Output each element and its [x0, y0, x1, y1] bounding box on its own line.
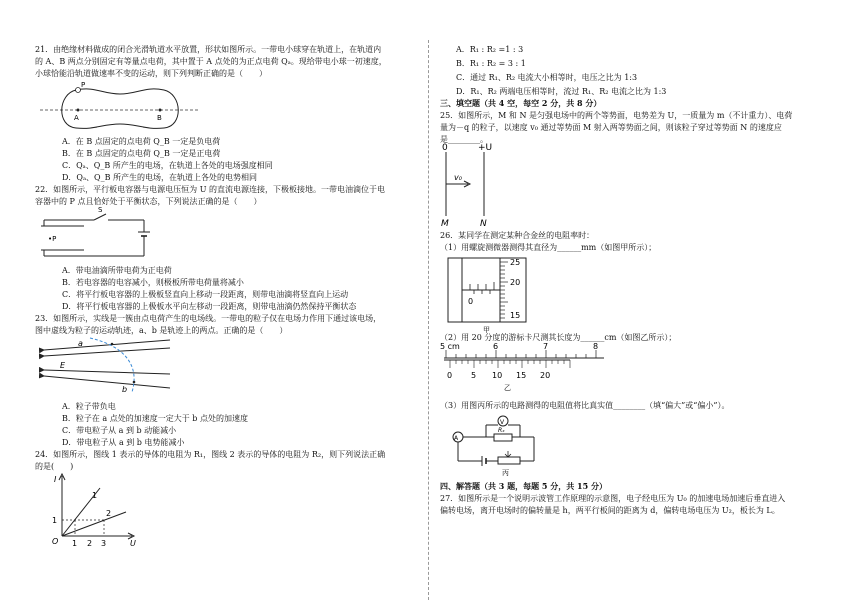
q26-yi-vern-15: 15	[516, 371, 527, 380]
q26-jia-caption: 甲	[483, 326, 490, 334]
q25-stem-line1: 25．如图所示，M 和 N 是匀强电场中的两个等势面，电势差为 U，一质量为 m（不计重力）、电荷	[440, 111, 793, 120]
q21-label-p: P	[81, 81, 86, 89]
q26-yi-main-7: 7	[543, 342, 549, 351]
q26-yi-caption: 乙	[504, 384, 511, 392]
q23-field-lines-figure	[40, 336, 190, 394]
q26-stem: 26．某同学在测定某种合金丝的电阻率时：	[440, 231, 595, 240]
q24-label-u: U	[130, 539, 136, 548]
q26-bing-circuit	[448, 411, 548, 477]
section-3-heading: 三、填空题（共 4 空，每空 2 分，共 8 分）	[440, 98, 602, 108]
q23-label-a: a	[78, 339, 83, 348]
q24-stem-line1: 24．如图所示，图线 1 表示的导体的电阻为 R₁，图线 2 表示的导体的电阻为 R₂，则下列说法正确	[35, 450, 386, 459]
q23-label-e: E	[60, 361, 66, 370]
q26-jia-tick-15: 15	[510, 311, 521, 320]
q21-stem-line2: 的 A、B 两点分别固定有等量点电荷，其中置于 A 点处的为正点电荷 Qₐ。现给带电小球一初速度，	[35, 57, 387, 66]
q24-tick-y1: 1	[52, 516, 58, 525]
q27-stem-line1: 27．如图所示是一个说明示波管工作原理的示意图，电子经电压为 U₀ 的加速电场加速后垂直进入	[440, 494, 786, 503]
q26-bing-rx-label: Rₓ	[498, 427, 505, 434]
q24-option-a: A．R₁ : R₂ =1 : 3	[456, 45, 524, 54]
q24-tick-x2: 2	[87, 539, 93, 548]
q26-micrometer-figure	[448, 254, 558, 334]
q25-label-plus-u: +U	[478, 143, 493, 153]
q25-label-v0: v₀	[454, 173, 462, 182]
q27-stem-line2: 偏转电场，离开电场时的偏转量是 h，两平行板间的距离为 d，偏转电场电压为 U₂，板长为 L。	[440, 506, 780, 515]
q26-vernier-caliper-figure	[440, 344, 610, 392]
q21-option-a: A．在 B 点固定的点电荷 Q_B 一定是负电荷	[62, 137, 221, 146]
q26-yi-main-8: 8	[593, 342, 599, 351]
q21-option-c: C．Qₐ、Q_B 所产生的电场，在轨道上各处的电场强度相同	[62, 161, 273, 170]
q26-jia-tick-20: 20	[510, 278, 521, 287]
q22-option-d: D．将平行板电容器的上极板水平向左移动一段距离，则带电油滴仍然保持平衡状态	[62, 302, 357, 311]
q26-yi-vern-5: 5	[471, 371, 477, 380]
q25-label-n: N	[480, 219, 487, 229]
q21-label-b: B	[157, 114, 162, 122]
section-4-heading: 四、解答题（共 3 题，每题 5 分，共 15 分）	[440, 481, 607, 491]
q22-option-c: C．将平行板电容器的上极板竖直向上移动一段距离，则带电油滴将竖直向上运动	[62, 290, 349, 299]
q25-stem-line3: 是________。	[440, 135, 488, 144]
q26-yi-main-5cm: 5 cm	[440, 342, 460, 351]
q23-stem-line2: 图中虚线为粒子的运动轨迹，a、b 是轨迹上的两点。正确的是（ ）	[35, 326, 288, 335]
q21-label-a: A	[74, 114, 79, 122]
q24-option-c: C．通过 R₁、R₂ 电流大小相等时，电压之比为 1:3	[456, 73, 638, 82]
q24-stem-line2: 的是( )	[35, 462, 74, 471]
q26-jia-tick-25: 25	[510, 258, 521, 267]
q26-yi-vern-20: 20	[540, 371, 551, 380]
q26-jia-main-zero: 0	[468, 297, 474, 306]
q24-tick-x3: 3	[101, 539, 107, 548]
q24-line1-label: 1	[92, 491, 98, 500]
q26-part2: （2）用 20 分度的游标卡尺测其长度为______cm（如图乙所示）；	[440, 333, 677, 342]
q26-part3: （3）用图丙所示的电路测得的电阻值将比真实值________（填“偏大”或“偏小”）。	[440, 401, 730, 410]
q23-option-a: A．粒子带负电	[62, 402, 116, 411]
q24-iu-graph	[46, 472, 141, 548]
q23-option-c: C．带电粒子从 a 到 b 动能减小	[62, 426, 177, 435]
q22-option-a: A．带电油滴所带电荷为正电荷	[62, 266, 172, 275]
q23-option-d: D．带电粒子从 a 到 b 电势能减小	[62, 438, 185, 447]
q22-label-p: •P	[48, 235, 57, 243]
q23-stem-line1: 23．如图所示，实线是一簇由点电荷产生的电场线。一带电的粒子仅在电场力作用下通过该电场，	[35, 314, 382, 323]
q22-capacitor-circuit	[44, 206, 154, 260]
q22-option-b: B．若电容器的电容减小，则极板所带电荷量将减小	[62, 278, 244, 287]
q21-option-b: B．在 B 点固定的点电荷 Q_B 一定是正电荷	[62, 149, 221, 158]
q24-line2-label: 2	[106, 509, 112, 518]
q21-stem-line3: 小球恰能沿轨道做速率不变的运动，则下列判断正确的是（ ）	[35, 69, 267, 78]
q24-tick-x1: 1	[72, 539, 78, 548]
q22-label-s: S	[98, 206, 103, 214]
q26-yi-main-6: 6	[493, 342, 499, 351]
q26-part1: （1）用螺旋测微器测得其直径为______mm（如图甲所示）；	[440, 243, 657, 252]
q22-stem-line1: 22．如图所示，平行板电容器与电源电压恒为 U 的直流电源连接，下极板接地。一带电油滴位于电	[35, 185, 386, 194]
q25-label-m: M	[441, 219, 449, 229]
q24-option-b: B．R₁ : R₂ = 3 : 1	[456, 59, 526, 68]
q24-option-d: D．R₁、R₂ 两端电压相等时，流过 R₁、R₂ 电流之比为 1:3	[456, 87, 667, 96]
q24-label-o: O	[52, 537, 59, 546]
q21-track-figure	[40, 82, 200, 130]
q25-stem-line2: 量为－q 的粒子，以速度 v₀ 通过等势面 M 射入两等势面之间，则该粒子穿过等势面 N 的速度应	[440, 123, 782, 132]
q26-yi-vern-10: 10	[492, 371, 503, 380]
q23-label-b: b	[122, 385, 128, 394]
q26-bing-caption: 丙	[502, 469, 509, 477]
q21-option-d: D．Qₐ、Q_B 所产生的电场，在轨道上各处的电势相同	[62, 173, 258, 182]
q25-equipotential-figure	[440, 144, 510, 228]
q21-stem-line1: 21．由绝缘材料做成的闭合光滑轨道水平放置，形状如图所示。一带电小球穿在轨道上，在轨道内	[35, 45, 382, 54]
q23-option-b: B．粒子在 a 点处的加速度一定大于 b 点处的加速度	[62, 414, 248, 423]
q26-bing-voltmeter-label: V	[500, 419, 505, 426]
column-divider	[428, 40, 429, 600]
q26-yi-vern-0: 0	[447, 371, 453, 380]
q26-bing-ammeter-label: A	[454, 435, 459, 442]
q24-label-i: I	[54, 475, 57, 484]
q25-label-zero: 0	[442, 143, 448, 153]
q22-stem-line2: 容器中的 P 点且恰好处于平衡状态，下列说法正确的是（ ）	[35, 197, 262, 206]
